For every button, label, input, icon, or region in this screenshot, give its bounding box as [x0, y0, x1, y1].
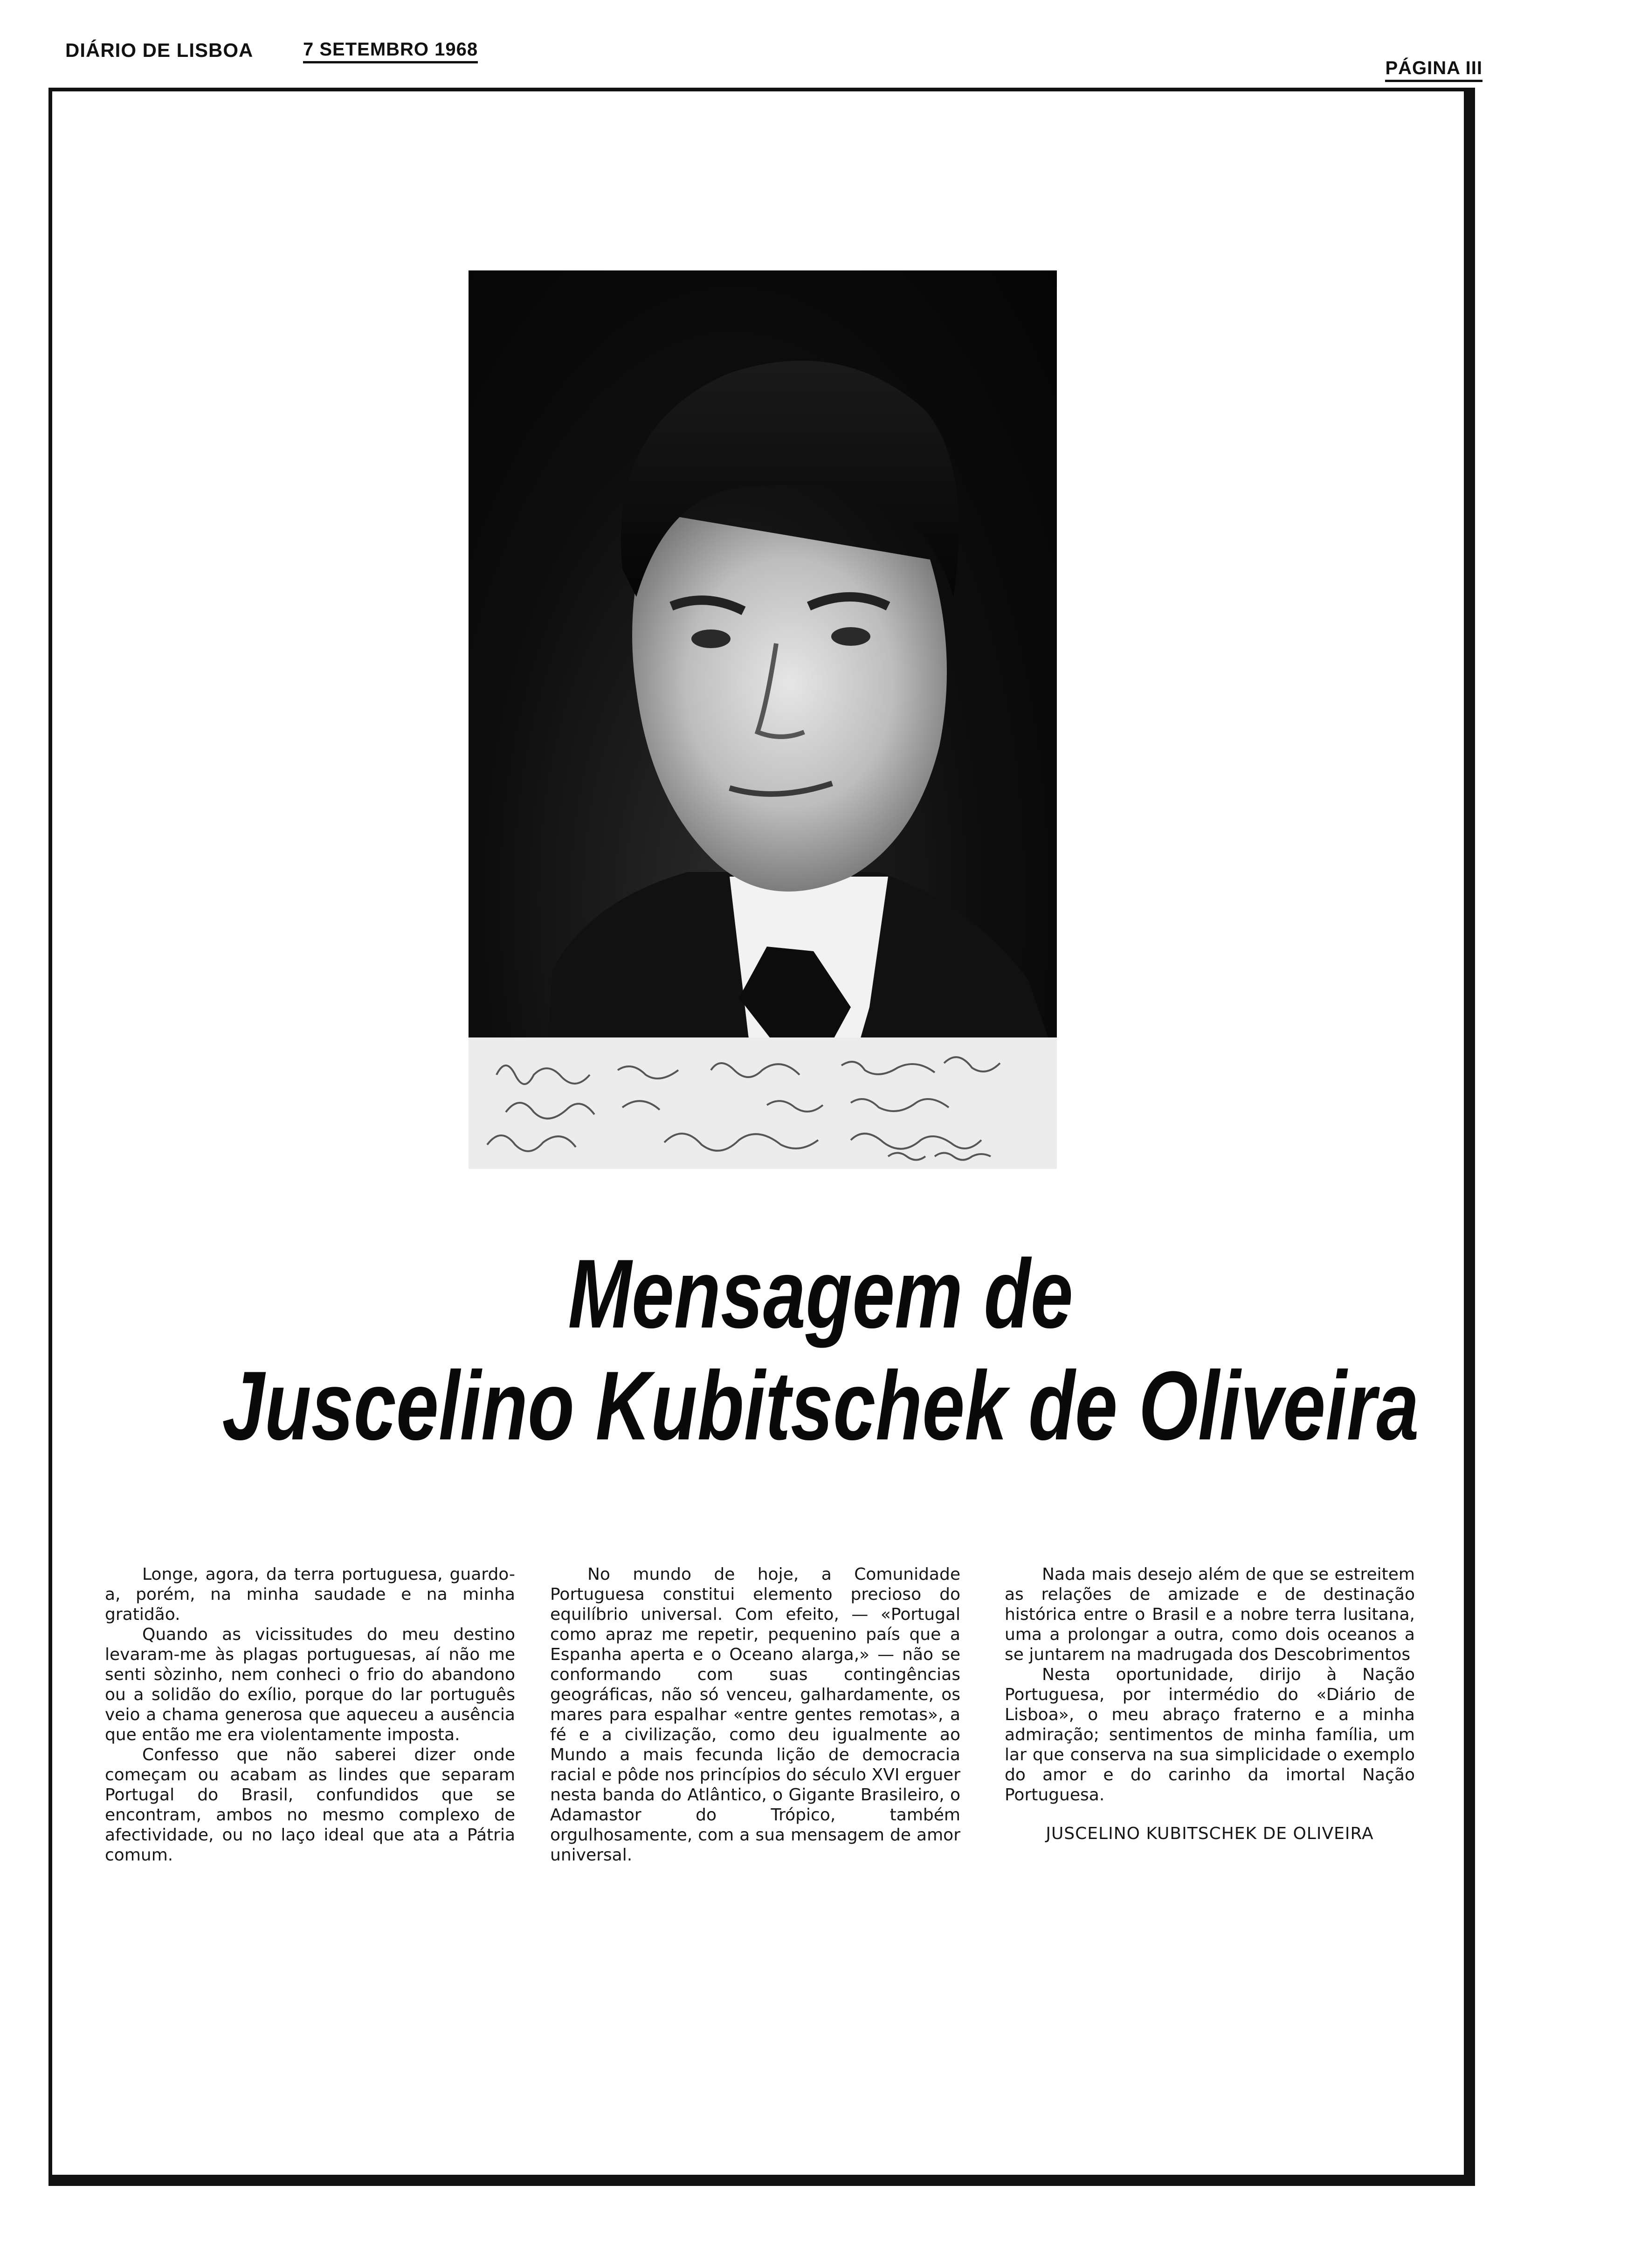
paragraph: Confesso que não saberei dizer onde começam ou acabam as lindes que separam Portugal do Brasil, confundidos que se encontram, ambos no mesmo complexo de afectividade, ou no laço ideal que ata a Pátria comum. [105, 1745, 515, 1865]
handwritten-inscription [469, 1037, 1057, 1169]
headline-line-2: Juscelino Kubitschek de Oliveira [222, 1351, 1419, 1460]
paragraph: No mundo de hoje, a Comunidade Portuguesa constitui elemento precioso do equilíbrio universal. Com efeito, — «Portugal como apraz me repetir, pequenino país que a Espanha aperta e o Oceano alarga,» — não se conformando com suas contingências geográficas, não só venceu, galhardamente, os mares para espalhar «entre gentes remotas», a fé e a civilização, como deu igualmente ao Mundo a mais fecunda lição de democracia racial e pôde nos princípios do século XVI erguer nesta banda do Atlântico, o Gigante Brasileiro, o Adamastor do Trópico, também orgulhosamente, com a sua mensagem de amor universal. [550, 1565, 960, 1865]
page-number: PÁGINA III [1385, 58, 1482, 82]
text-column-1 [105, 1564, 515, 1865]
author-signature: JUSCELINO KUBITSCHEK DE OLIVEIRA [1046, 1824, 1374, 1843]
headline-line-1: Mensagem de [568, 1239, 1073, 1348]
paragraph: Nada mais desejo além de que se estreitem as relações de amizade e de destinação histórica entre o Brasil e a nobre terra lusitana, uma a prolongar a outra, como dois oceanos a se juntarem na madrugada dos Descobrimentos [1005, 1565, 1415, 1664]
publication-name: DIÁRIO DE LISBOA [65, 39, 254, 61]
text-column-3 [1005, 1564, 1415, 1844]
paragraph: Longe, agora, da terra portuguesa, guardo-a, porém, na minha saudade e na minha gratidão. [105, 1565, 515, 1624]
paragraph: Nesta oportunidade, dirijo à Nação Portuguesa, por intermédio do «Diário de Lisboa», o meu abraço fraterno e a minha admiração; sentimentos de minha família, um lar que conserva na sua simplicidade o exemplo do amor e do carinho da imortal Nação Portuguesa. [1005, 1665, 1415, 1805]
issue-date: 7 SETEMBRO 1968 [303, 39, 478, 63]
paragraph: Quando as vicissitudes do meu destino levaram-me às plagas portuguesas, aí não me senti sòzinho, nem conheci o frio do abandono ou a solidão do exílio, porque do lar português veio a chama generosa que aqueceu a ausência que então me era violentamente imposta. [105, 1625, 515, 1744]
text-column-2 [550, 1564, 960, 1865]
portrait-illustration [469, 270, 1057, 1169]
portrait-photo [469, 270, 1057, 1169]
handwriting-scrawl [469, 1037, 1057, 1169]
